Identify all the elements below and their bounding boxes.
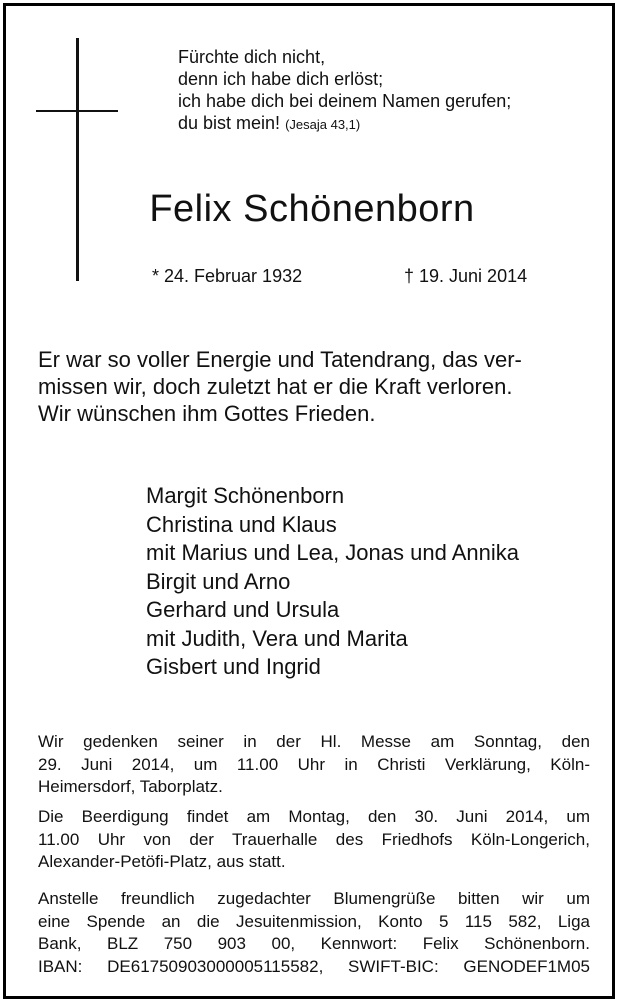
mourners-list	[146, 482, 519, 682]
obituary-notice	[3, 3, 615, 999]
mourner-line: mit Marius und Lea, Jonas und Annika	[146, 540, 520, 565]
deceased-name: Felix Schönenborn	[149, 188, 475, 230]
notice-line: Bank, BLZ 750 903 00, Kennwort: Felix Schönenborn.	[38, 934, 590, 953]
notice-line: Alexander-Petöfi-Platz, aus statt.	[38, 852, 286, 871]
tribute-line: Wir wünschen ihm Gottes Frieden.	[38, 401, 376, 426]
funeral-notice	[38, 806, 590, 874]
tribute-line: missen wir, doch zuletzt hat er die Kraft verloren.	[38, 374, 513, 399]
verse-line-last	[178, 112, 511, 136]
notice-line: Anstelle freundlich zugedachter Blumengrüße bitten wir um	[38, 889, 590, 908]
notice-line: Die Beerdigung findet am Montag, den 30. Juni 2014, um	[38, 807, 590, 826]
bank-details-line: IBAN: DE61750903000005115582, SWIFT-BIC: GENODEF1M05	[38, 956, 590, 976]
verse-line-text: du bist mein!	[178, 113, 281, 133]
cross-icon-horizontal-bar	[36, 110, 118, 112]
donation-notice	[38, 888, 590, 978]
verse-line: ich habe dich bei deinem Namen gerufen;	[178, 91, 512, 111]
bible-verse	[178, 46, 511, 136]
mass-notice	[38, 731, 590, 799]
tribute-line: Er war so voller Energie und Tatendrang, das ver-	[38, 347, 522, 372]
verse-line: denn ich habe dich erlöst;	[178, 69, 384, 89]
mourner-line: Margit Schönenborn	[146, 483, 345, 508]
mourner-line: mit Judith, Vera und Marita	[146, 625, 408, 651]
mourner-line: Birgit und Arno	[146, 568, 291, 594]
birth-date: * 24. Februar 1932	[152, 266, 303, 286]
death-date: † 19. Juni 2014	[404, 266, 528, 286]
notice-line: Wir gedenken seiner in der Hl. Messe am Sonntag, den	[38, 732, 590, 751]
tribute-text	[38, 346, 590, 427]
notice-line: 11.00 Uhr von der Trauerhalle des Friedhofs Köln-Longerich,	[38, 829, 590, 849]
cross-icon-vertical-bar	[76, 38, 79, 281]
notice-line: Heimersdorf, Taborplatz.	[38, 777, 223, 796]
verse-reference: (Jesaja 43,1)	[285, 117, 361, 132]
mourner-line: Gisbert und Ingrid	[146, 654, 321, 679]
notice-line: eine Spende an die Jesuitenmission, Konto 5 115 582, Liga	[38, 911, 590, 931]
mourner-line: Christina und Klaus	[146, 511, 337, 537]
mourner-line: Gerhard und Ursula	[146, 597, 340, 622]
notice-line: 29. Juni 2014, um 11.00 Uhr in Christi Verklärung, Köln-	[38, 754, 590, 774]
verse-line: Fürchte dich nicht,	[178, 47, 326, 67]
